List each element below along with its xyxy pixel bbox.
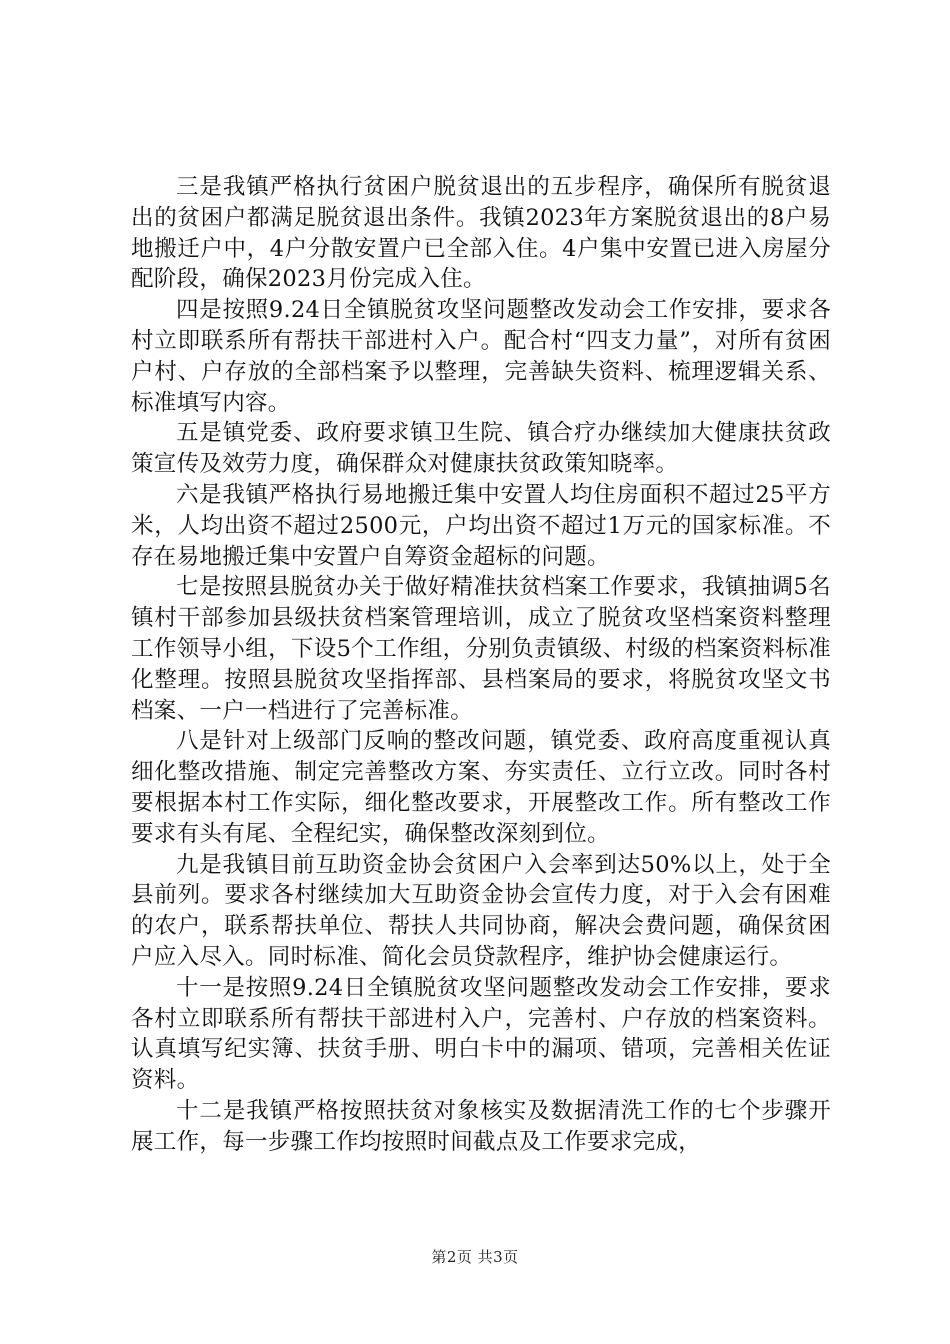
paragraph-4: 四是按照9.24日全镇脱贫攻坚问题整改发动会工作安排，要求各村立即联系所有帮扶干部进村入户。配合村“四支力量”，对所有贫困户村、户存放的全部档案予以整理，完善缺失资料、梳理逻辑关系、标准填写内容。 <box>131 297 831 416</box>
document-body <box>131 172 831 1158</box>
paragraph-9: 九是我镇目前互助资金协会贫困户入会率到达50%以上，处于全县前列。要求各村继续加大互助资金协会宣传力度，对于入会有困难的农户，联系帮扶单位、帮扶人共同协商，解决会费问题，确保贫困户应入尽入。同时标准、简化会员贷款程序，维护协会健康运行。 <box>131 851 831 970</box>
page-number-footer: 第2页 共3页 <box>431 1248 519 1266</box>
paragraph-7: 七是按照县脱贫办关于做好精准扶贫档案工作要求，我镇抽调5名镇村干部参加县级扶贫档案管理培训，成立了脱贫攻坚档案资料整理工作领导小组，下设5个工作组，分别负责镇级、村级的档案资料标准化整理。按照县脱贫攻坚指挥部、县档案局的要求，将脱贫攻坚文书档案、一户一档进行了完善标准。 <box>131 574 831 724</box>
paragraph-6: 六是我镇严格执行易地搬迁集中安置人均住房面积不超过25平方米，人均出资不超过2500元，户均出资不超过1万元的国家标准。不存在易地搬迁集中安置户自筹资金超标的问题。 <box>131 481 831 570</box>
paragraph-11: 十一是按照9.24日全镇脱贫攻坚问题整改发动会工作安排，要求各村立即联系所有帮扶干部进村入户，完善村、户存放的档案资料。认真填写纪实簿、扶贫手册、明白卡中的漏项、错项，完善相关佐证资料。 <box>131 974 831 1094</box>
paragraph-8: 八是针对上级部门反响的整改问题，镇党委、政府高度重视认真细化整改措施、制定完善整改方案、夯实责任、立行立改。同时各村要根据本村工作实际，细化整改要求，开展整改工作。所有整改工作要求有头有尾、全程纪实，确保整改深刻到位。 <box>131 728 831 847</box>
paragraph-3: 三是我镇严格执行贫困户脱贫退出的五步程序，确保所有脱贫退出的贫困户都满足脱贫退出条件。我镇2023年方案脱贫退出的8户易地搬迁户中，4户分散安置户已全部入住。4户集中安置已进入房屋分配阶段，确保2023月份完成入住。 <box>131 174 831 293</box>
paragraph-5: 五是镇党委、政府要求镇卫生院、镇合疗办继续加大健康扶贫政策宣传及效劳力度，确保群众对健康扶贫政策知晓率。 <box>131 420 831 478</box>
paragraph-12: 十二是我镇严格按照扶贫对象核实及数据清洗工作的七个步骤开展工作，每一步骤工作均按照时间截点及工作要求完成， <box>131 1097 831 1155</box>
